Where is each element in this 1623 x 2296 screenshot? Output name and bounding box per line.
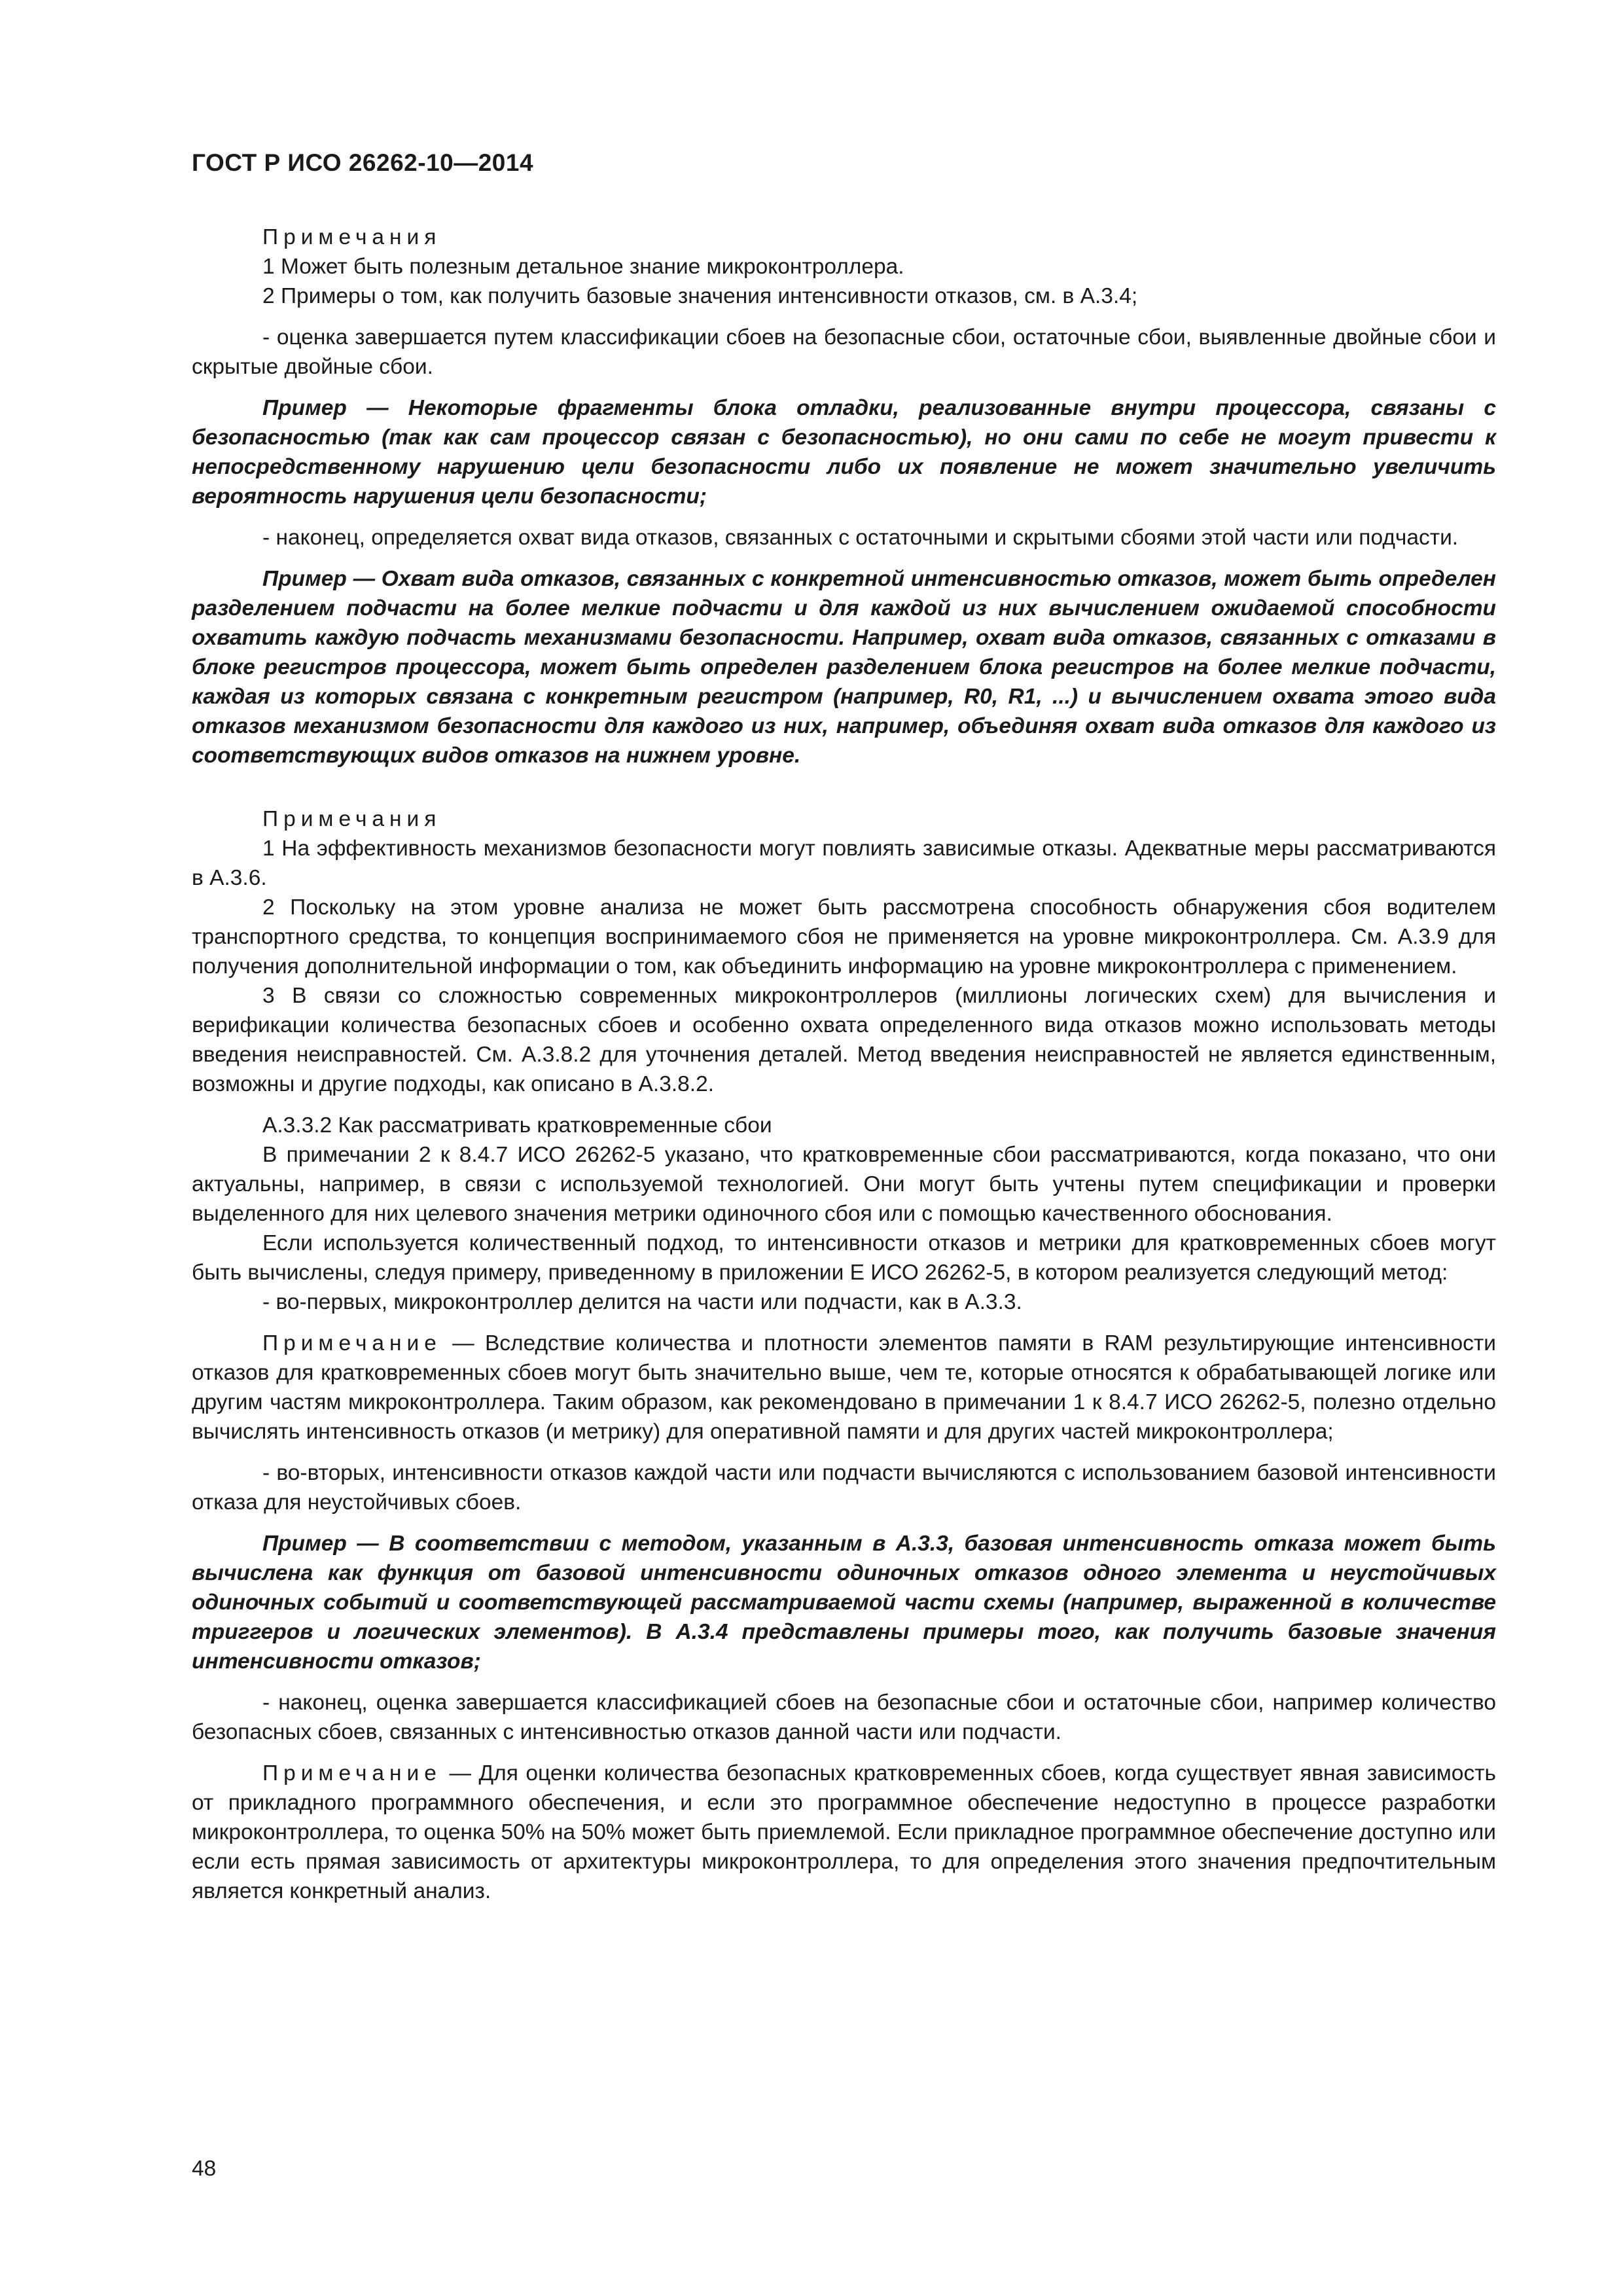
notes-heading-1: Примечания (262, 225, 442, 249)
section-bullet-first: - во-первых, микроконтроллер делится на части или подчасти, как в А.3.3. (262, 1290, 1022, 1314)
note-item-1-1: 1 Может быть полезным детальное знание микроконтроллера. (262, 255, 904, 279)
section-paragraph-1: В примечании 2 к 8.4.7 ИСО 26262-5 указано, что кратковременные сбои рассматриваются, когда показано, что они актуальны, например, в связи с используемой технологией. Они могут быть учтены путем спецификации и проверки выделенного для них целевого значения метрики одиночного сбоя или с помощью качественного обоснования. (192, 1143, 1496, 1226)
page-body (192, 223, 1496, 1906)
example-debug-block: Пример — Некоторые фрагменты блока отладки, реализованные внутри процессора, связаны с безопасностью (так как сам процессор связан с безопасностью), но они сами по себе не могут привести к непосредственному нарушению цели безопасности либо их появление не может значительно увеличить вероятность нарушения цели безопасности; (192, 396, 1496, 509)
note-label: Примечание (262, 1761, 442, 1785)
page-number: 48 (192, 2157, 217, 2181)
note-item-1-2: 2 Примеры о том, как получить базовые значения интенсивности отказов, см. в А.3.4; (262, 284, 1138, 308)
note-text: — Для оценки количества безопасных кратковременных сбоев, когда существует явная зависимость от прикладного программного обеспечения, и если это программное обеспечение недоступно в процессе разработки микроконтроллера, то оценка 50% на 50% может быть приемлемой. Если прикладное программное обеспечение доступно или если есть прямая зависимость от архитектуры микроконтроллера, то для определения этого значения предпочтительным является конкретный анализ. (192, 1761, 1496, 1903)
bullet-coverage: - наконец, определяется охват вида отказов, связанных с остаточными и скрытыми сбоями этой части или подчасти. (262, 526, 1459, 550)
example-coverage: Пример — Охват вида отказов, связанных с конкретной интенсивностью отказов, может быть определен разделением подчасти на более мелкие подчасти и для каждой из них вычислением ожидаемой способности охватить каждую подчасть механизмами безопасности. Например, охват вида отказов, связанных с отказами в блоке регистров процессора, может быть определен разделением блока регистров на более мелкие подчасти, каждая из которых связана с конкретным регистром (например, R0, R1, ...) и вычислением охвата этого вида отказов механизмом безопасности для каждого из них, например, объединяя охват вида отказов для каждого из соответствующих видов отказов на нижнем уровне. (192, 567, 1496, 768)
section-bullet-final: - наконец, оценка завершается классификацией сбоев на безопасные сбои и остаточные сбои, например количество безопасных сбоев, связанных с интенсивностью отказов данной части или подчасти. (192, 1691, 1496, 1744)
note-ram (192, 1329, 1496, 1446)
note-item-2-1: 1 На эффективность механизмов безопасности могут повлиять зависимые отказы. Адекватные меры рассматриваются в А.3.6. (192, 836, 1496, 890)
note-item-2-3: 3 В связи со сложностью современных микроконтроллеров (миллионы логических схем) для вычисления и верификации количества безопасных сбоев и особенно охвата определенного вида отказов можно использовать методы введения неисправностей. См. А.3.8.2 для уточнения деталей. Метод введения неисправностей не является единственным, возможны и другие подходы, как описано в А.3.8.2. (192, 984, 1496, 1096)
bullet-classification: - оценка завершается путем классификации сбоев на безопасные сбои, остаточные сбои, выявленные двойные сбои и скрытые двойные сбои. (192, 325, 1496, 379)
standard-header: ГОСТ Р ИСО 26262-10—2014 (192, 149, 534, 176)
note-item-2-2: 2 Поскольку на этом уровне анализа не может быть рассмотрена способность обнаружения сбоя водителем транспортного средства, то концепция воспринимаемого сбоя не применяется на уровне микроконтроллера. См. А.3.9 для получения дополнительной информации о том, как объединить информацию на уровне микроконтроллера с применением. (192, 895, 1496, 978)
notes-heading-2: Примечания (262, 807, 442, 831)
note-text: — Вследствие количества и плотности элементов памяти в RAM результирующие интенсивности отказов для кратковременных сбоев могут быть значительно выше, чем те, которые относятся к обрабатывающей логике или другим частям микроконтроллера. Таким образом, как рекомендовано в примечании 1 к 8.4.7 ИСО 26262-5, полезно отдельно вычислять интенсивность отказов (и метрику) для оперативной памяти и для других частей микроконтроллера; (192, 1331, 1496, 1444)
note-label: Примечание (262, 1331, 442, 1355)
section-title: А.3.3.2 Как рассматривать кратковременные сбои (262, 1113, 772, 1138)
section-bullet-second: - во-вторых, интенсивности отказов каждой части или подчасти вычисляются с использованием базовой интенсивности отказа для неустойчивых сбоев. (192, 1461, 1496, 1515)
note-software (192, 1759, 1496, 1906)
section-paragraph-2: Если используется количественный подход, то интенсивности отказов и метрики для кратковременных сбоев могут быть вычислены, следуя примеру, приведенному в приложении Е ИСО 26262-5, в котором реализуется следующий метод: (192, 1231, 1496, 1285)
example-base-rate: Пример — В соответствии с методом, указанным в А.3.3, базовая интенсивность отказа может быть вычислена как функция от базовой интенсивности одиночных отказов одного элемента и неустойчивых одиночных событий и соответствующей рассматриваемой части схемы (например, выраженной в количестве триггеров и логических элементов). В А.3.4 представлены примеры того, как получить базовые значения интенсивности отказов; (192, 1532, 1496, 1674)
